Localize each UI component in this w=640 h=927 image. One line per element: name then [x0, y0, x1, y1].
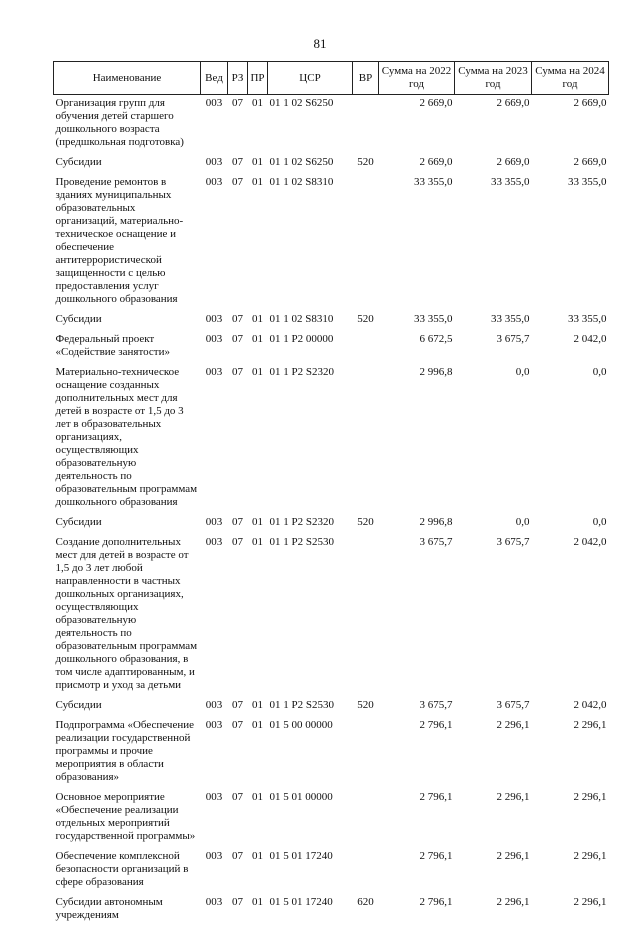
cell-name: Материально-техническое оснащение созданных дополнительных мест для детей в возрасте от 1,5 до 3 лет в образовательных организациях, осуществляющих образовательную деятельность по образовательным программам дошкольного образования	[54, 364, 201, 514]
cell-ved: 003	[201, 534, 228, 697]
cell-ved: 003	[201, 514, 228, 534]
budget-table	[53, 61, 609, 927]
header-vr: ВР	[353, 62, 379, 95]
cell-csr: 01 1 P2 S2530	[268, 697, 353, 717]
cell-sum-2022: 2 796,1	[379, 789, 455, 848]
cell-rz: 07	[228, 514, 248, 534]
cell-sum-2022: 2 669,0	[379, 154, 455, 174]
cell-sum-2023: 3 675,7	[455, 331, 532, 364]
header-name: Наименование	[54, 62, 201, 95]
cell-ved: 003	[201, 95, 228, 155]
cell-vr: 520	[353, 154, 379, 174]
cell-csr: 01 1 P2 S2530	[268, 534, 353, 697]
cell-csr: 01 1 P2 00000	[268, 331, 353, 364]
cell-sum-2024: 2 296,1	[532, 894, 609, 927]
table-row	[54, 331, 609, 364]
cell-sum-2024: 33 355,0	[532, 311, 609, 331]
cell-name: Субсидии	[54, 514, 201, 534]
cell-csr: 01 1 02 S8310	[268, 174, 353, 311]
cell-vr: 520	[353, 697, 379, 717]
cell-sum-2022: 2 996,8	[379, 364, 455, 514]
table-row	[54, 848, 609, 894]
cell-csr: 01 1 P2 S2320	[268, 364, 353, 514]
cell-sum-2022: 2 669,0	[379, 95, 455, 155]
cell-rz: 07	[228, 848, 248, 894]
cell-ved: 003	[201, 174, 228, 311]
cell-sum-2023: 0,0	[455, 364, 532, 514]
cell-ved: 003	[201, 697, 228, 717]
cell-pr: 01	[248, 364, 268, 514]
cell-sum-2023: 3 675,7	[455, 697, 532, 717]
header-csr: ЦСР	[268, 62, 353, 95]
header-sum-2023: Сумма на 2023 год	[455, 62, 532, 95]
cell-name: Основное мероприятие «Обеспечение реализации отдельных мероприятий государственной программы»	[54, 789, 201, 848]
cell-sum-2022: 33 355,0	[379, 174, 455, 311]
cell-sum-2024: 2 042,0	[532, 534, 609, 697]
cell-pr: 01	[248, 514, 268, 534]
cell-sum-2023: 0,0	[455, 514, 532, 534]
header-pr: ПР	[248, 62, 268, 95]
table-row	[54, 717, 609, 789]
table-row	[54, 514, 609, 534]
cell-sum-2022: 2 996,8	[379, 514, 455, 534]
cell-vr	[353, 789, 379, 848]
cell-sum-2023: 2 669,0	[455, 154, 532, 174]
cell-name: Подпрограмма «Обеспечение реализации государственной программы и прочие мероприятия в области образования»	[54, 717, 201, 789]
cell-ved: 003	[201, 894, 228, 927]
cell-pr: 01	[248, 717, 268, 789]
cell-sum-2023: 2 669,0	[455, 95, 532, 155]
cell-csr: 01 1 02 S6250	[268, 154, 353, 174]
cell-sum-2023: 2 296,1	[455, 717, 532, 789]
table-row	[54, 789, 609, 848]
header-ved: Вед	[201, 62, 228, 95]
cell-ved: 003	[201, 789, 228, 848]
table-body	[54, 95, 609, 927]
cell-ved: 003	[201, 364, 228, 514]
cell-sum-2022: 6 672,5	[379, 331, 455, 364]
cell-pr: 01	[248, 894, 268, 927]
cell-sum-2024: 0,0	[532, 364, 609, 514]
cell-sum-2023: 3 675,7	[455, 534, 532, 697]
cell-rz: 07	[228, 364, 248, 514]
table-row	[54, 697, 609, 717]
cell-sum-2024: 2 042,0	[532, 331, 609, 364]
cell-vr	[353, 534, 379, 697]
cell-name: Обеспечение комплексной безопасности организаций в сфере образования	[54, 848, 201, 894]
cell-sum-2024: 0,0	[532, 514, 609, 534]
cell-vr: 520	[353, 311, 379, 331]
header-row	[54, 62, 609, 95]
table-row	[54, 174, 609, 311]
header-sum-2024: Сумма на 2024 год	[532, 62, 609, 95]
cell-pr: 01	[248, 534, 268, 697]
cell-sum-2024: 2 042,0	[532, 697, 609, 717]
cell-rz: 07	[228, 697, 248, 717]
cell-sum-2024: 2 669,0	[532, 154, 609, 174]
cell-csr: 01 1 P2 S2320	[268, 514, 353, 534]
cell-rz: 07	[228, 331, 248, 364]
table-row	[54, 364, 609, 514]
table-row	[54, 894, 609, 927]
cell-vr	[353, 174, 379, 311]
cell-ved: 003	[201, 331, 228, 364]
cell-vr	[353, 95, 379, 155]
cell-sum-2022: 3 675,7	[379, 534, 455, 697]
cell-vr: 520	[353, 514, 379, 534]
cell-sum-2023: 33 355,0	[455, 311, 532, 331]
cell-sum-2024: 2 296,1	[532, 848, 609, 894]
cell-name: Субсидии	[54, 154, 201, 174]
cell-name: Субсидии	[54, 697, 201, 717]
cell-rz: 07	[228, 534, 248, 697]
cell-csr: 01 5 01 00000	[268, 789, 353, 848]
cell-sum-2022: 2 796,1	[379, 894, 455, 927]
cell-csr: 01 1 02 S6250	[268, 95, 353, 155]
cell-csr: 01 5 01 17240	[268, 848, 353, 894]
table-row	[54, 95, 609, 155]
cell-pr: 01	[248, 154, 268, 174]
cell-name: Субсидии	[54, 311, 201, 331]
cell-rz: 07	[228, 789, 248, 848]
cell-pr: 01	[248, 331, 268, 364]
cell-ved: 003	[201, 154, 228, 174]
cell-rz: 07	[228, 717, 248, 789]
cell-rz: 07	[228, 95, 248, 155]
cell-rz: 07	[228, 154, 248, 174]
cell-pr: 01	[248, 697, 268, 717]
header-rz: РЗ	[228, 62, 248, 95]
cell-pr: 01	[248, 174, 268, 311]
cell-sum-2024: 2 296,1	[532, 717, 609, 789]
cell-name: Организация групп для обучения детей старшего дошкольного возраста (предшкольная подготовка)	[54, 95, 201, 155]
cell-csr: 01 5 00 00000	[268, 717, 353, 789]
cell-name: Федеральный проект «Содействие занятости»	[54, 331, 201, 364]
cell-sum-2023: 2 296,1	[455, 894, 532, 927]
table-row	[54, 534, 609, 697]
cell-rz: 07	[228, 894, 248, 927]
cell-sum-2023: 2 296,1	[455, 789, 532, 848]
cell-vr: 620	[353, 894, 379, 927]
table-header	[54, 62, 609, 95]
cell-name: Создание дополнительных мест для детей в возрасте от 1,5 до 3 лет любой направленности в частных дошкольных организациях, осуществляющих образовательную деятельность по образовательным программам дошкольного образования, в том числе адаптированным, и присмотр и уход за детьми	[54, 534, 201, 697]
cell-sum-2022: 33 355,0	[379, 311, 455, 331]
cell-vr	[353, 364, 379, 514]
cell-csr: 01 1 02 S8310	[268, 311, 353, 331]
cell-rz: 07	[228, 311, 248, 331]
cell-name: Проведение ремонтов в зданиях муниципальных образовательных организаций, материально-техническое оснащение и обеспечение антитеррористической защищенности с целью предоставления услуг дошкольного образования	[54, 174, 201, 311]
cell-sum-2024: 2 296,1	[532, 789, 609, 848]
cell-vr	[353, 331, 379, 364]
cell-ved: 003	[201, 717, 228, 789]
cell-sum-2022: 2 796,1	[379, 848, 455, 894]
cell-vr	[353, 848, 379, 894]
cell-name: Субсидии автономным учреждениям	[54, 894, 201, 927]
cell-pr: 01	[248, 95, 268, 155]
cell-rz: 07	[228, 174, 248, 311]
cell-sum-2023: 2 296,1	[455, 848, 532, 894]
cell-ved: 003	[201, 848, 228, 894]
cell-pr: 01	[248, 848, 268, 894]
cell-csr: 01 5 01 17240	[268, 894, 353, 927]
cell-sum-2022: 2 796,1	[379, 717, 455, 789]
cell-sum-2024: 33 355,0	[532, 174, 609, 311]
header-sum-2022: Сумма на 2022 год	[379, 62, 455, 95]
table-row	[54, 311, 609, 331]
cell-pr: 01	[248, 311, 268, 331]
cell-sum-2022: 3 675,7	[379, 697, 455, 717]
cell-sum-2024: 2 669,0	[532, 95, 609, 155]
cell-sum-2023: 33 355,0	[455, 174, 532, 311]
page-number: 81	[0, 36, 640, 52]
cell-pr: 01	[248, 789, 268, 848]
cell-ved: 003	[201, 311, 228, 331]
cell-vr	[353, 717, 379, 789]
table-row	[54, 154, 609, 174]
